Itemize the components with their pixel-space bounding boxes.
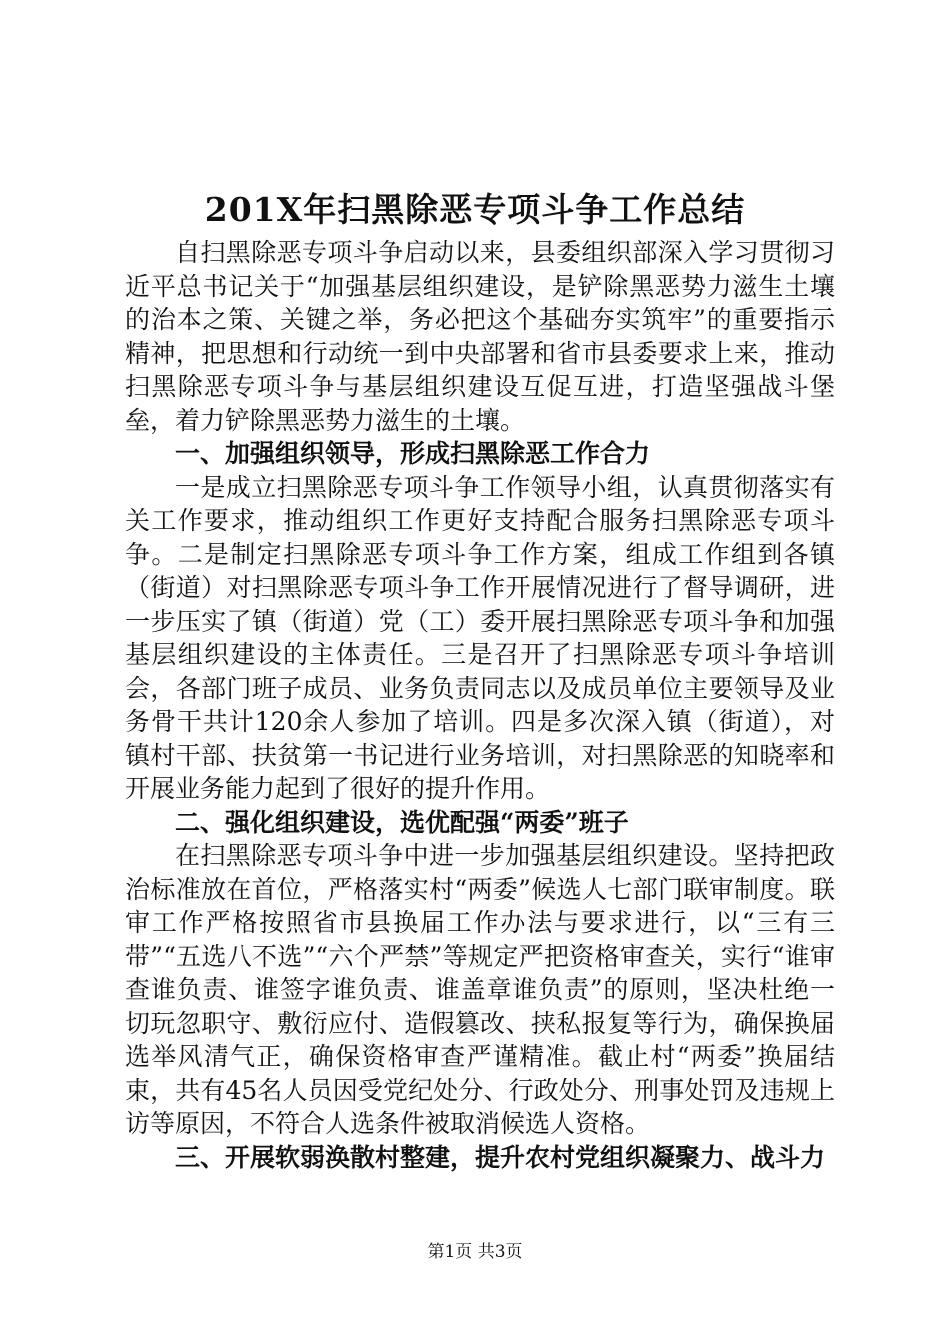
section-1-heading: 一、加强组织领导，形成扫黑除恶工作合力 [175, 439, 651, 468]
section-2-paragraph: 在扫黑除恶专项斗争中进一步加强基层组织建设。坚持把政治标准放在首位，严格落实村“两委”候选人七部门联审制度。联审工作严格按照省市县换届工作办法与要求进行，以“三有三带”“五选八不选”“六个严禁”等规定严把资格审查关，实行“谁审查谁负责、谁签字谁负责、谁盖章谁负责”的原则，坚决杜绝一切玩忽职守、敷衍应付、造假篡改、挟私报复等行为，确保换届选举风清气正，确保资格审查严谨精准。截止村“两委”换届结束，共有45名人员因受党纪处分、行政处分、刑事处罚及违规上访等原因，不符合人选条件被取消候选人资格。 [125, 841, 835, 1138]
section-3-heading: 三、开展软弱涣散村整建，提升农村党组织凝聚力、战斗力 [175, 1142, 826, 1172]
document-title: 201X年扫黑除恶专项斗争工作总结 [204, 190, 746, 229]
section-1-paragraph: 一是成立扫黑除恶专项斗争工作领导小组，认真贯彻落实有关工作要求，推动组织工作更好支持配合服务扫黑除恶专项斗争。二是制定扫黑除恶专项斗争工作方案，组成工作组到各镇（街道）对扫黑除恶专项斗争工作开展情况进行了督导调研，进一步压实了镇（街道）党（工）委开展扫黑除恶专项斗争和加强基层组织建设的主体责任。三是召开了扫黑除恶专项斗争培训会，各部门班子成员、业务负责同志以及成员单位主要领导及业务骨干共计120余人参加了培训。四是多次深入镇（街道），对镇村干部、扶贫第一书记进行业务培训，对扫黑除恶的知晓率和开展业务能力起到了很好的提升作用。 [125, 472, 835, 803]
document-body [125, 236, 835, 1174]
page-footer: 第1页 共3页 [427, 1242, 523, 1262]
section-2-heading: 二、强化组织建设，选优配强“两委”班子 [175, 807, 629, 837]
intro-paragraph: 自扫黑除恶专项斗争启动以来，县委组织部深入学习贯彻习近平总书记关于“加强基层组织建设，是铲除黑恶势力滋生土壤的治本之策、关键之举，务必把这个基础夯实筑牢”的重要指示精神，把思想和行动统一到中央部署和省市县委要求上来，推动扫黑除恶专项斗争与基层组织建设互促互进，打造坚强战斗堡垒，着力铲除黑恶势力滋生的土壤。 [125, 238, 835, 435]
